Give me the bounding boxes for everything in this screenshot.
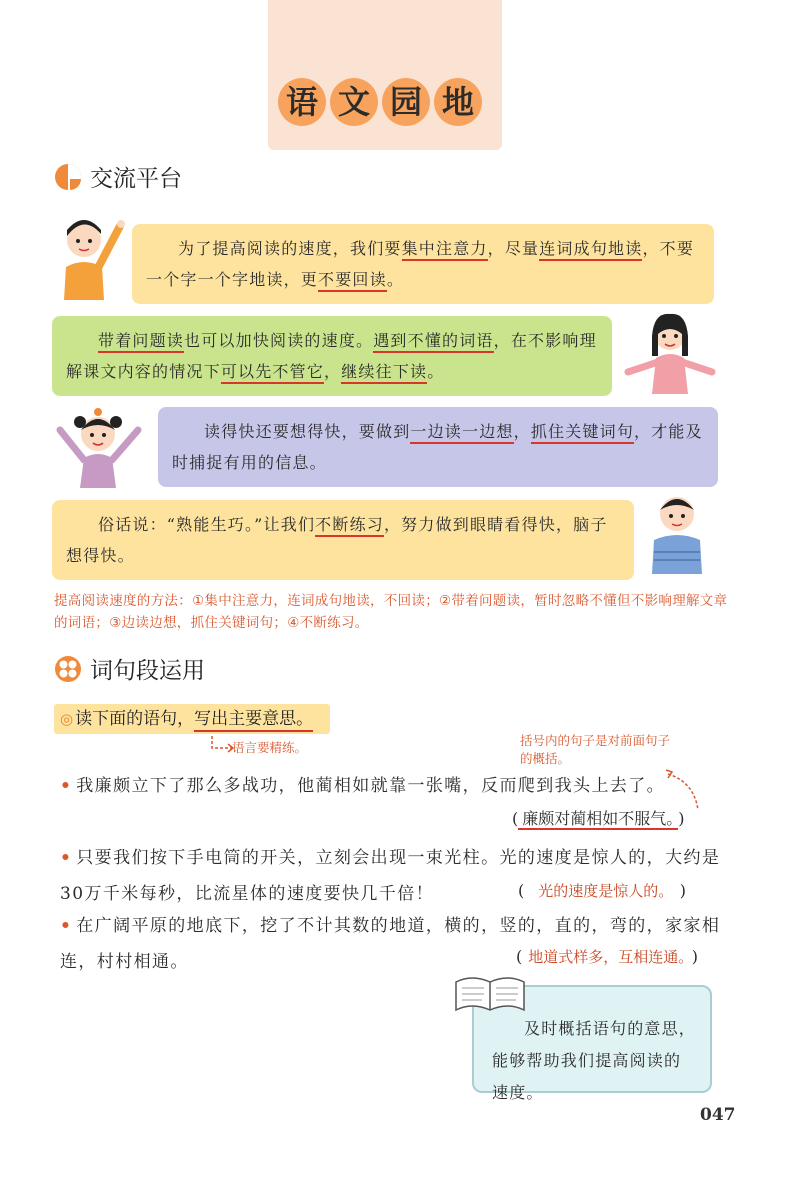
bullet-icon: •	[60, 916, 73, 936]
bubble-text: ，不要一个字一个字地读，更	[146, 239, 695, 289]
exercise-sentence-3	[60, 908, 726, 980]
exercise-sentence-2	[60, 840, 726, 912]
answer-text: 廉颇对蔺相如不服气。	[518, 809, 678, 830]
key-phrase: 一边读一边想	[410, 422, 513, 444]
answer-1: ( 廉颇对蔺相如不服气。 )	[512, 809, 685, 828]
section1-title: 交流平台	[90, 166, 182, 192]
page-title	[278, 78, 482, 126]
reading-methods-note: 提高阅读速度的方法：①集中注意力，连词成句地读，不回读；②带着问题读，暂时忽略不懂但不影响理解文章的词语；③边读边想，抓住关键词句；④不断练习。	[54, 593, 728, 631]
title-char: 园	[382, 78, 430, 126]
bubble-text: ，在不影响理解课文内容的情况下	[66, 331, 597, 381]
exercise-instruction	[54, 704, 330, 734]
bubble-text: ，努力做到眼睛看得快，脑子想得快。	[66, 515, 608, 565]
key-phrase: 抓住关键词句	[531, 422, 634, 444]
annotation-summary	[520, 732, 670, 768]
bubble-text: ，才能及时捕捉有用的信息。	[172, 422, 703, 472]
title-char: 语	[278, 78, 326, 126]
key-phrase: 连词成句地读	[539, 239, 642, 261]
bubble-text: 为了提高阅读的速度，我们要	[178, 239, 402, 258]
bubble-text: 。	[427, 362, 445, 381]
boy-sweater-illustration	[640, 486, 714, 576]
answer-text: 光的速度是惊人的。	[538, 882, 666, 900]
instruction-marker: ◎	[60, 710, 74, 728]
section1-heading	[54, 160, 182, 193]
bullet-icon: •	[60, 848, 73, 868]
section2-title: 词句段运用	[90, 658, 205, 684]
key-phrase: 不要回读	[318, 270, 387, 292]
key-phrase: 带着问题读	[98, 331, 184, 353]
annotation-summary-line: 的概括。	[520, 751, 571, 766]
key-phrase: 遇到不懂的词语	[373, 331, 493, 353]
key-phrase: 集中注意力	[402, 239, 488, 261]
bubble-text: 也可以加快阅读的速度。	[184, 331, 374, 350]
title-char: 文	[330, 78, 378, 126]
key-phrase: 继续往下读	[341, 362, 427, 384]
instruction-key-phrase: 写出主要意思。	[194, 709, 313, 732]
bubble-text: 俗话说：“熟能生巧。”让我们	[98, 515, 316, 534]
exercise-sentence-1	[60, 768, 720, 804]
section2-heading	[54, 652, 205, 685]
page-number: 047	[700, 1105, 736, 1125]
sentence-text: 只要我们按下手电筒的开关，立刻会出现一束光柱。光的速度是惊人的，大约是30万千米每秒，比流星体的速度要快几千倍！	[60, 848, 721, 904]
key-phrase: 可以先不管它	[221, 362, 324, 384]
annotation-concise: 语言要精练。	[232, 740, 308, 755]
bubble-text: ，尽量	[487, 239, 540, 258]
annotation-summary-line: 括号内的句子是对前面句子	[520, 733, 671, 748]
bubble-text: ，	[324, 362, 342, 381]
sentence-text: 我廉颇立下了那么多战功，他蔺相如就靠一张嘴，反而爬到我头上去了。	[76, 776, 666, 796]
open-book-icon	[452, 970, 528, 1016]
bullet-icon: •	[60, 776, 73, 796]
title-char: 地	[434, 78, 482, 126]
pie-section-icon	[54, 163, 82, 191]
discussion-bubble-1	[132, 224, 714, 304]
girl-pigtails-illustration	[52, 400, 148, 490]
instruction-text: 读下面的语句，	[75, 709, 195, 729]
bubble-text: 。	[386, 270, 405, 289]
sentence-text: 在广阔平原的地底下，挖了不计其数的地道，横的，竖的，直的，弯的，家家相连，村村相通。	[60, 916, 721, 972]
title-band	[268, 0, 502, 150]
boy-pointing-illustration	[54, 212, 128, 302]
bubble-text: ，	[513, 422, 531, 441]
answer-text: 地道式样多，互相连通。	[528, 948, 686, 966]
key-phrase: 不断练习	[315, 515, 384, 537]
girl-arms-open-illustration	[622, 306, 718, 396]
answer-2: ( 光的速度是惊人的。 )	[518, 881, 687, 900]
discussion-bubble-4	[52, 500, 634, 580]
discussion-bubble-2	[52, 316, 612, 396]
answer-3: ( 地道式样多，互相连通。 )	[516, 947, 699, 966]
discussion-bubble-3	[158, 407, 718, 487]
bubble-text: 读得快还要想得快，要做到	[204, 422, 411, 441]
clover-section-icon	[54, 655, 82, 683]
tip-box: 及时概括语句的意思，能够帮助我们提高阅读的速度。	[472, 985, 712, 1093]
